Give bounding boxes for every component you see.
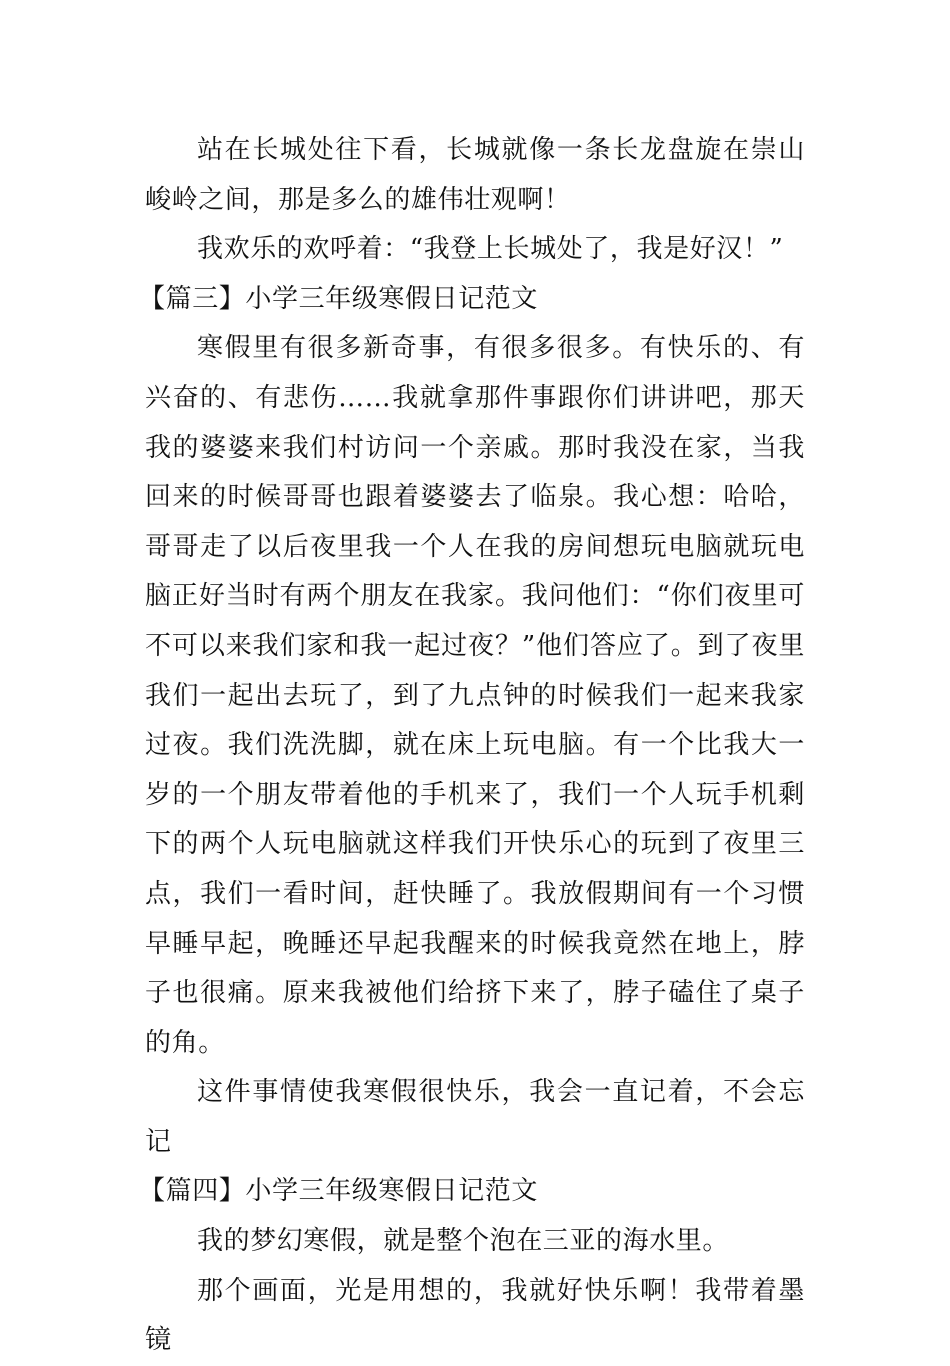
paragraph-great-wall-view: 站在长城处往下看，长城就像一条长龙盘旋在崇山峻岭之间，那是多么的雄伟壮观啊！ [145,135,805,215]
paragraph-cheer: 我欢乐的欢呼着：“我登上长城处了，我是好汉！” [197,234,784,265]
section-heading-part-four: 【篇四】小学三年级寒假日记范文 [139,1176,539,1207]
section-heading-part-three: 【篇三】小学三年级寒假日记范文 [139,283,539,314]
paragraph-conclusion: 这件事情使我寒假很快乐，我会一直记着，不会忘记 [145,1077,805,1157]
paragraph-dream-vacation: 我的梦幻寒假，就是整个泡在三亚的海水里。 [197,1226,730,1257]
paragraph-imagining: 那个画面，光是用想的，我就好快乐啊！我带着墨镜 [145,1275,805,1356]
document-body [139,126,805,1366]
paragraph-winter-story: 寒假里有很多新奇事，有很多很多。有快乐的、有兴奋的、有悲伤……我就拿那件事跟你们讲讲吧，那天我的婆婆来我们村访问一个亲戚。那时我没在家，当我回来的时候哥哥也跟着婆婆去了临泉。我心想：哈哈，哥哥走了以后夜里我一个人在我的房间想玩电脑就玩电脑正好当时有两个朋友在我家。我问他们：“你们夜里可不可以来我们家和我一起过夜？”他们答应了。到了夜里我们一起出去玩了，到了九点钟的时候我们一起来我家过夜。我们洗洗脚，就在床上玩电脑。有一个比我大一岁的一个朋友带着他的手机来了，我们一个人玩手机剩下的两个人玩电脑就这样我们开快乐心的玩到了夜里三点，我们一看时间，赶快睡了。我放假期间有一个习惯早睡早起，晚睡还早起我醒来的时候我竟然在地上，脖子也很痛。原来我被他们给挤下来了，脖子磕住了桌子的角。 [145,333,805,1058]
